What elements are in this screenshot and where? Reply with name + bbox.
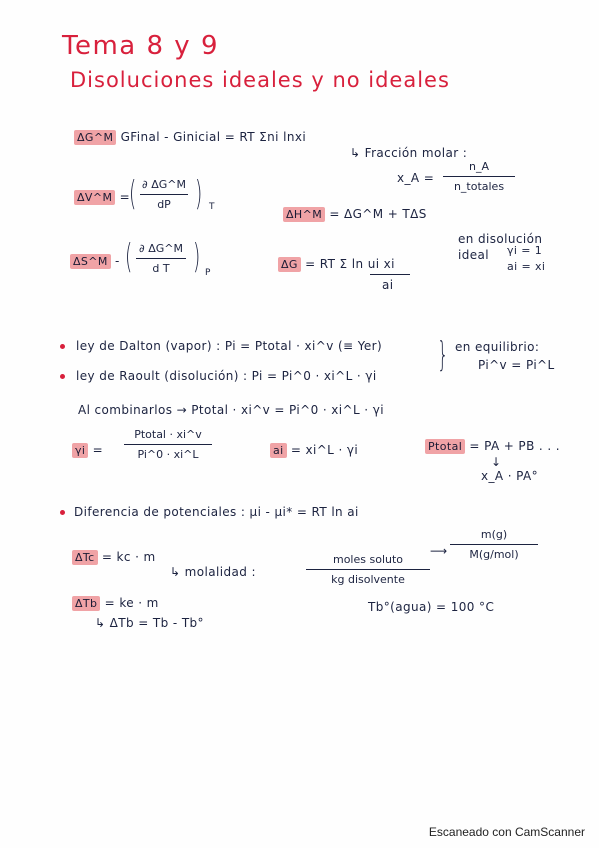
frac-numerator: m(g) (480, 528, 508, 541)
highlight-tag: ai (270, 443, 287, 458)
eq-gibbs-real (278, 258, 395, 270)
eq-freezing-point (72, 551, 156, 563)
frac-denominator: kg disolvente (331, 573, 405, 586)
highlight-tag: ΔV^M (74, 190, 115, 205)
subscript: P (205, 268, 211, 278)
frac-bar (124, 444, 212, 445)
paren-open: ( (124, 237, 133, 277)
highlight-tag: ΔG (278, 257, 301, 272)
moles-from-mass (450, 528, 538, 561)
eq-rhs: = ke · m (104, 596, 159, 610)
highlight-tag: ΔTb (72, 596, 100, 611)
frac-numerator: ∂ ΔG^M (142, 178, 186, 191)
eq-enthalpy-mixing (283, 208, 427, 220)
eq-boiling-point (72, 597, 159, 609)
eq-rhs: = kc · m (101, 550, 156, 564)
scanner-watermark: Escaneado con CamScanner (428, 825, 585, 839)
molality-label: ↳ molalidad : (170, 565, 256, 579)
frac-bar (140, 194, 188, 195)
eq-sign: = (119, 190, 131, 204)
page-subtitle: Disoluciones ideales y no ideales (70, 68, 450, 92)
eq-rhs: GFinal - Ginicial = RT Σni lnxi (120, 130, 307, 144)
boiling-point-increase: ↳ ΔTb = Tb - Tb° (95, 616, 204, 630)
ideal-activity-coef: γi = 1 (507, 244, 543, 257)
eq-sign: - (115, 254, 120, 268)
eq-rhs: = xi^L · γi (290, 443, 359, 457)
eq-volume-mixing-lhs (74, 191, 130, 203)
frac-numerator: ∂ ΔG^M (139, 242, 183, 255)
frac-denominator: n_totales (453, 180, 505, 193)
frac-bar (450, 544, 538, 545)
eq-rhs: = PA + PB . . . (469, 439, 560, 453)
entropy-derivative (136, 242, 186, 275)
water-boiling-point: Tb°(agua) = 100 °C (368, 600, 495, 614)
eq-activity-coefficient-lhs (72, 444, 103, 456)
eq-rhs: = ΔG^M + TΔS (329, 207, 427, 221)
frac-bar (370, 274, 410, 275)
ideal-activity: ai = xi (507, 260, 546, 273)
paren-close: ) (194, 174, 203, 214)
frac-denominator: dP (157, 198, 171, 211)
highlight-tag: γi (72, 443, 88, 458)
eq-total-pressure (425, 440, 560, 452)
combined-laws: Al combinarlos → Ptotal · xi^v = Pi^0 · xi^L · γi (78, 403, 384, 417)
activity-coefficient (124, 428, 212, 461)
frac-denominator: d T (152, 262, 170, 275)
eq-sign: = (92, 443, 104, 457)
highlight-tag: ΔH^M (283, 207, 325, 222)
ideal-note: en disolución (458, 232, 543, 246)
frac-denominator: M(g/mol) (469, 548, 519, 561)
subscript: T (209, 202, 215, 212)
eq-entropy-mixing-lhs (70, 255, 120, 267)
bullet (60, 374, 65, 379)
frac-numerator: Ptotal · xi^v (134, 428, 202, 441)
eq-rhs: = RT Σ ln ui xi (305, 257, 395, 271)
arrow-icon: ⟶ (430, 544, 448, 558)
frac-bar (306, 569, 430, 570)
page-title: Tema 8 y 9 (62, 31, 219, 61)
frac-numerator: n_A (469, 160, 489, 173)
highlight-tag: ΔS^M (70, 254, 111, 269)
raoult-law: ley de Raoult (disolución) : Pi = Pi^0 · xi^L · γi (76, 369, 377, 383)
eq-denominator: ai (382, 278, 394, 292)
eq-activity (270, 444, 358, 456)
frac-bar (136, 258, 186, 259)
chemical-potential: Diferencia de potenciales : μi - μi* = RT ln ai (74, 505, 359, 519)
bullet (60, 344, 65, 349)
arrow-down-icon: ↓ (491, 455, 502, 469)
highlight-tag: ΔG^M (74, 130, 116, 145)
equilibrium-note: en equilibrio: (455, 340, 540, 354)
partial-pressure: x_A · PA° (481, 469, 539, 483)
molality (306, 553, 430, 586)
equilibrium-condition: Pi^v = Pi^L (478, 358, 555, 372)
highlight-tag: ΔTc (72, 550, 98, 565)
mole-fraction (443, 160, 515, 193)
paren-close: ) (192, 237, 201, 277)
volume-derivative (140, 178, 188, 211)
paren-open: ( (128, 174, 137, 214)
bullet (60, 510, 65, 515)
dalton-law: ley de Dalton (vapor) : Pi = Ptotal · xi^v (≡ Yer) (76, 339, 383, 353)
mole-fraction-note: ↳ Fracción molar : (350, 146, 468, 160)
mole-fraction-lhs: x_A = (397, 171, 435, 185)
eq-gibbs-mixing (74, 131, 306, 143)
frac-bar (443, 176, 515, 177)
ideal-note: ideal (458, 248, 490, 262)
frac-numerator: moles soluto (332, 553, 404, 566)
frac-denominator: Pi^0 · xi^L (137, 448, 199, 461)
highlight-tag: Ptotal (425, 439, 465, 454)
brace: } (437, 335, 449, 375)
